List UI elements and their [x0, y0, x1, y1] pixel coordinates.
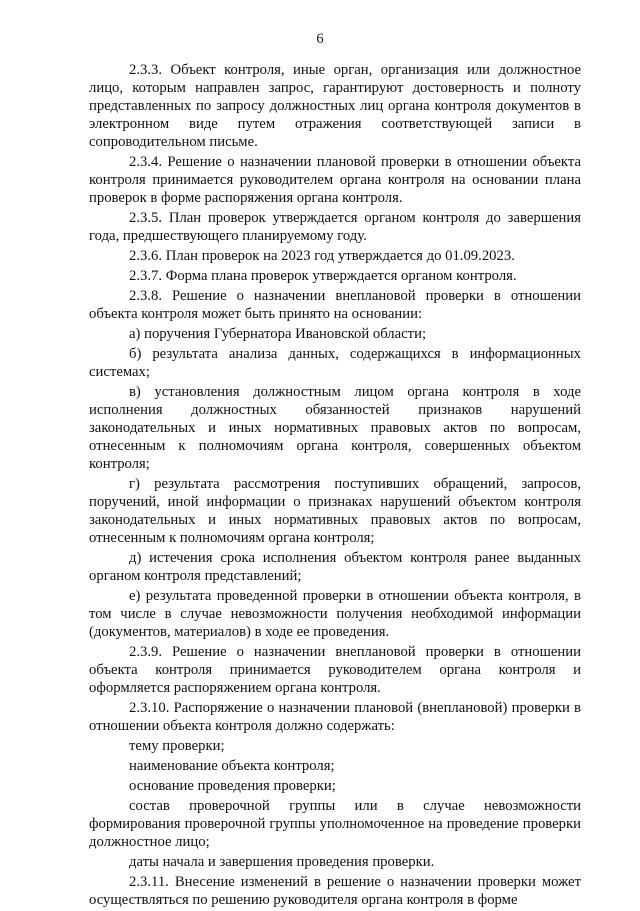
- paragraph-2-3-8: 2.3.8. Решение о назначении внеплановой проверки в отношении объекта контроля может быть принято на основании:: [89, 288, 581, 322]
- paragraph-2-3-10: 2.3.10. Распоряжение о назначении плановой (внеплановой) проверки в отношении объекта контроля должно содержать:: [89, 700, 581, 734]
- paragraph-2-3-5: 2.3.5. План проверок утверждается органом контроля до завершения года, предшествующего планируемому году.: [89, 210, 581, 244]
- paragraph-2-3-4: 2.3.4. Решение о назначении плановой проверки в отношении объекта контроля принимается руководителем органа контроля на основании плана проверок в форме распоряжения органа контроля.: [89, 154, 581, 206]
- content-item-basis: основание проведения проверки;: [129, 778, 336, 794]
- paragraph-2-3-3: 2.3.3. Объект контроля, иные орган, организация или должностное лицо, которым направлен запрос, гарантируют достоверность и полноту представленных по запросу должностных лиц органа контроля документов в электронном виде путем отражения соответствующей записи в сопроводительном письме.: [89, 62, 581, 150]
- content-item-topic: тему проверки;: [129, 738, 225, 754]
- list-item-g: г) результата рассмотрения поступивших обращений, запросов, поручений, иной информации о признаках нарушений объектом контроля законодательных и иных нормативных правовых актов по вопросам, отнесенным к полномочиям органа контроля;: [89, 476, 581, 546]
- content-item-group: состав проверочной группы или в случае невозможности формирования проверочной группы уполномоченное на проведение проверки должностное лицо;: [89, 798, 581, 850]
- content-item-object-name: наименование объекта контроля;: [129, 758, 335, 774]
- page-number: 6: [316, 31, 324, 47]
- paragraph-2-3-7: 2.3.7. Форма плана проверок утверждается органом контроля.: [129, 268, 517, 284]
- paragraph-2-3-11: 2.3.11. Внесение изменений в решение о назначении проверки может осуществляться по решению руководителя органа контроля в форме: [89, 874, 581, 908]
- content-item-dates: даты начала и завершения проведения проверки.: [129, 854, 435, 870]
- list-item-b: б) результата анализа данных, содержащихся в информационных системах;: [89, 346, 581, 380]
- list-item-a: а) поручения Губернатора Ивановской области;: [129, 326, 427, 342]
- list-item-d: д) истечения срока исполнения объектом контроля ранее выданных органом контроля представлений;: [89, 550, 581, 584]
- document-body: [89, 61, 581, 911]
- paragraph-2-3-9: 2.3.9. Решение о назначении внеплановой проверки в отношении объекта контроля принимается руководителем органа контроля и оформляется распоряжением органа контроля.: [89, 644, 581, 696]
- list-item-v: в) установления должностным лицом органа контроля в ходе исполнения должностных обязанностей признаков нарушений законодательных и иных нормативных правовых актов по вопросам, отнесенным к полномочиям органа контроля, совершенных объектом контроля;: [89, 384, 581, 472]
- paragraph-2-3-6: 2.3.6. План проверок на 2023 год утверждается до 01.09.2023.: [129, 248, 515, 264]
- list-item-e: е) результата проведенной проверки в отношении объекта контроля, в том числе в случае невозможности получения необходимой информации (документов, материалов) в ходе ее проведения.: [89, 588, 581, 640]
